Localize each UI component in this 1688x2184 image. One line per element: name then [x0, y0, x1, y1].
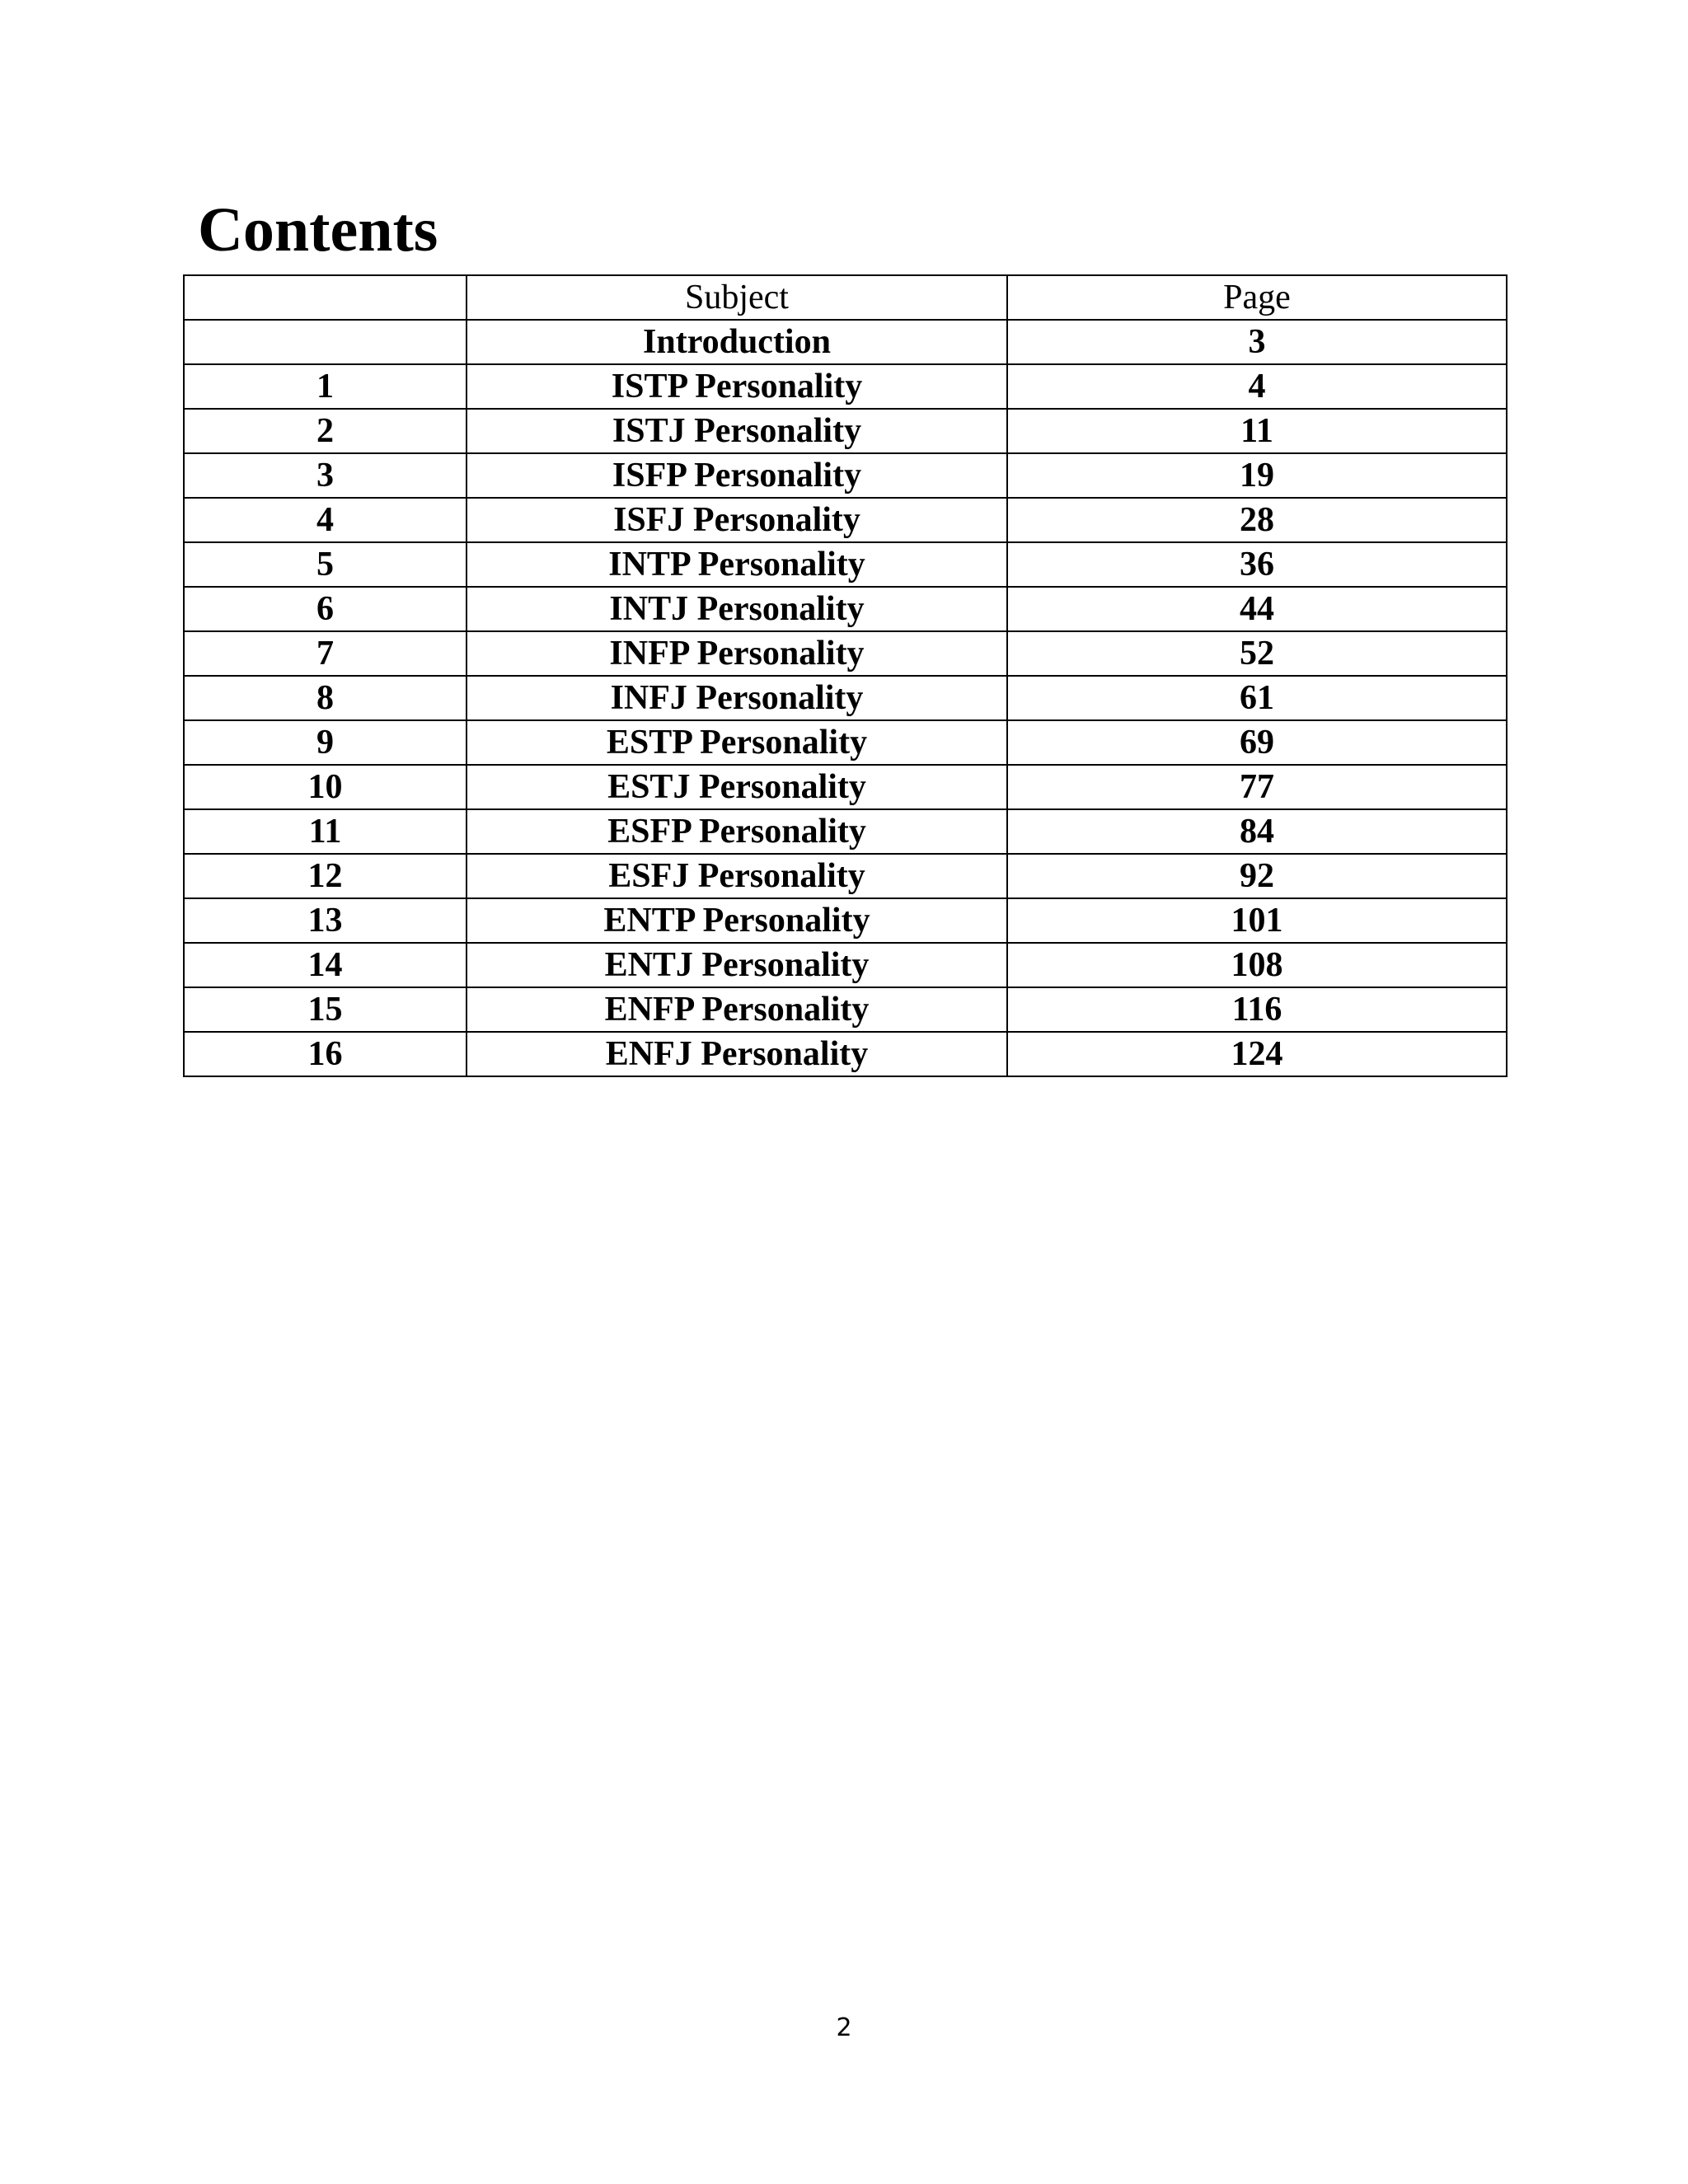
contents-table-body [184, 275, 1507, 1076]
row-number-cell: 7 [184, 631, 467, 676]
row-page-cell: 44 [1007, 587, 1507, 631]
row-number-cell: 1 [184, 364, 467, 409]
row-number-cell: 14 [184, 943, 467, 987]
table-row [184, 453, 1507, 498]
row-number-cell: 6 [184, 587, 467, 631]
row-subject-cell: ISFP Personality [467, 453, 1007, 498]
table-row [184, 676, 1507, 720]
header-number-cell [184, 275, 467, 320]
row-number-cell: 9 [184, 720, 467, 765]
header-page-cell: Page [1007, 275, 1507, 320]
table-row [184, 587, 1507, 631]
row-subject-cell: ENTP Personality [467, 898, 1007, 943]
table-row [184, 898, 1507, 943]
table-row [184, 720, 1507, 765]
row-page-cell: 36 [1007, 542, 1507, 587]
row-subject-cell: INFJ Personality [467, 676, 1007, 720]
row-subject-cell: ESTJ Personality [467, 765, 1007, 809]
row-page-cell: 116 [1007, 987, 1507, 1032]
row-page-cell: 108 [1007, 943, 1507, 987]
row-page-cell: 124 [1007, 1032, 1507, 1076]
row-number-cell: 4 [184, 498, 467, 542]
table-row [184, 542, 1507, 587]
row-number-cell [184, 320, 467, 364]
table-row [184, 409, 1507, 453]
row-subject-cell: ENFP Personality [467, 987, 1007, 1032]
row-subject-cell: ESTP Personality [467, 720, 1007, 765]
row-number-cell: 16 [184, 1032, 467, 1076]
row-page-cell: 101 [1007, 898, 1507, 943]
row-subject-cell: ESFP Personality [467, 809, 1007, 854]
row-page-cell: 11 [1007, 409, 1507, 453]
table-row [184, 765, 1507, 809]
row-subject-cell: ESFJ Personality [467, 854, 1007, 898]
row-page-cell: 61 [1007, 676, 1507, 720]
row-subject-cell: INTJ Personality [467, 587, 1007, 631]
row-number-cell: 11 [184, 809, 467, 854]
row-page-cell: 84 [1007, 809, 1507, 854]
page-number: 2 [836, 2013, 852, 2042]
header-subject-cell: Subject [467, 275, 1007, 320]
row-page-cell: 69 [1007, 720, 1507, 765]
row-page-cell: 77 [1007, 765, 1507, 809]
table-row [184, 498, 1507, 542]
row-page-cell: 19 [1007, 453, 1507, 498]
row-page-cell: 92 [1007, 854, 1507, 898]
contents-table [183, 274, 1507, 1077]
row-subject-cell: Introduction [467, 320, 1007, 364]
row-page-cell: 3 [1007, 320, 1507, 364]
row-number-cell: 10 [184, 765, 467, 809]
table-row [184, 320, 1507, 364]
row-number-cell: 3 [184, 453, 467, 498]
row-number-cell: 5 [184, 542, 467, 587]
table-header-row [184, 275, 1507, 320]
table-row [184, 1032, 1507, 1076]
row-subject-cell: INFP Personality [467, 631, 1007, 676]
row-page-cell: 4 [1007, 364, 1507, 409]
row-number-cell: 8 [184, 676, 467, 720]
row-number-cell: 15 [184, 987, 467, 1032]
table-row [184, 809, 1507, 854]
row-number-cell: 13 [184, 898, 467, 943]
row-subject-cell: ISTP Personality [467, 364, 1007, 409]
table-row [184, 943, 1507, 987]
row-subject-cell: INTP Personality [467, 542, 1007, 587]
row-number-cell: 2 [184, 409, 467, 453]
row-number-cell: 12 [184, 854, 467, 898]
row-subject-cell: ISFJ Personality [467, 498, 1007, 542]
row-subject-cell: ENFJ Personality [467, 1032, 1007, 1076]
table-row [184, 854, 1507, 898]
row-subject-cell: ISTJ Personality [467, 409, 1007, 453]
table-row [184, 364, 1507, 409]
row-subject-cell: ENTJ Personality [467, 943, 1007, 987]
table-row [184, 987, 1507, 1032]
row-page-cell: 52 [1007, 631, 1507, 676]
row-page-cell: 28 [1007, 498, 1507, 542]
table-row [184, 631, 1507, 676]
page-title: Contents [198, 195, 438, 265]
